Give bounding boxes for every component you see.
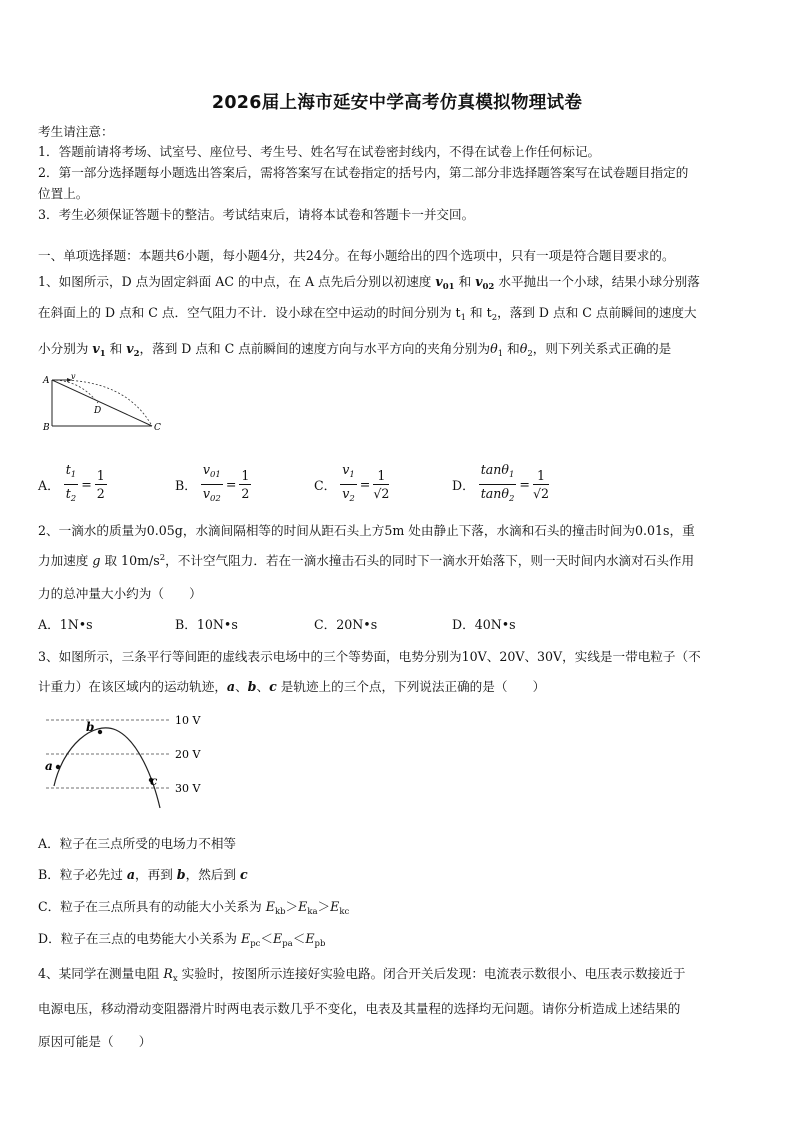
page-title: 2026届上海市延安中学高考仿真模拟物理试卷 (211, 93, 583, 113)
notice-heading: 考生请注意： (38, 124, 114, 139)
fig-label-v: v (71, 372, 76, 381)
label-10v: 10 V (175, 714, 201, 727)
notice-item-2-cont: 位置上。 (38, 186, 89, 201)
q1-option-d[interactable]: D． $\frac{\tan\theta_1}{\tan\theta_2}$ = $\frac{1}{√2}$ (452, 462, 550, 504)
fig-label-d: D (94, 406, 102, 416)
q2-option-d[interactable]: D．40N•s (452, 617, 516, 632)
label-b: b (86, 720, 95, 734)
notice-item-3: 3．考生必须保证答题卡的整洁。考试结束后，请将本试卷和答题卡一并交回。 (38, 207, 475, 222)
q2-option-a[interactable]: A．1N•s (38, 617, 93, 632)
fig-label-a: A (43, 376, 50, 386)
q1-line-3: 小分别为 $v_1$ 和 $v_2$，落到 D 点和 C 点前瞬间的速度方向与水平方向的夹角分别为$\theta_1$ 和$\theta_2$，则下列关系式正确的是 (38, 341, 672, 359)
notice-item-1: 1．答题前请将考场、试室号、座位号、考生号、姓名写在试卷密封线内，不得在试卷上作任何标记。 (38, 144, 601, 159)
incline-slope (52, 380, 152, 426)
section-heading: 一、单项选择题：本题共6小题，每小题4分，共24分。在每小题给出的四个选项中，只有一项是符合题目要求的。 (38, 248, 675, 263)
q1-option-c[interactable]: C． $\frac{v_1}{v_2}$ = $\frac{1}{√2}$ (314, 462, 390, 504)
label-a: a (45, 759, 53, 773)
q3-option-a[interactable]: A．粒子在三点所受的电场力不相等 (38, 836, 237, 851)
q3-line-2: 计重力）在该区域内的运动轨迹，a、b、c 是轨迹上的三个点，下列说法正确的是（ ） (38, 679, 546, 694)
label-20v: 20 V (175, 748, 201, 761)
point-b (98, 730, 102, 734)
label-c: c (150, 774, 158, 788)
particle-trajectory (54, 728, 160, 808)
q3-option-d[interactable]: D．粒子在三点的电势能大小关系为 $E_{pc}<E_{pa}<E_{pb}$ (38, 931, 326, 949)
q4-line-2: 电源电压，移动滑动变阻器滑片时两电表示数几乎不变化，电表及其量程的选择均无问题。请你分析造成上述结果的 (38, 1001, 681, 1016)
q1-line-2: 在斜面上的 D 点和 C 点．空气阻力不计．设小球在空中运动的时间分别为 $t_1$ 和 $t_2$，落到 D 点和 C 点前瞬间的速度大 (38, 305, 697, 323)
notice-item-2: 2．第一部分选择题每小题选出答案后，需将答案写在试卷指定的括号内，第二部分非选择题答案写在试卷题目指定的 (38, 165, 689, 180)
q2-line-2: 力加速度 g 取 $10m/s^2$，不计空气阻力．若在一滴水撞击石头的同时下一滴水开始落下，则一天时间内水滴对石头作用 (38, 553, 695, 568)
point-a (56, 765, 60, 769)
q1-incline-figure (40, 372, 170, 434)
q4-line-1: 4、某同学在测量电阻 $R_x$ 实验时，按图所示连接好实验电路。闭合开关后发现：电流表示数很小、电压表示数接近于 (38, 966, 686, 984)
q2-option-c[interactable]: C．20N•s (314, 617, 378, 632)
q2-line-1: 2、一滴水的质量为0.05g，水滴间隔相等的时间从距石头上方5m 处由静止下落，水滴和石头的撞击时间为0.01s，重 (38, 523, 695, 538)
q3-field-figure (38, 708, 218, 810)
q1-option-b[interactable]: B． $\frac{v_{01}}{v_{02}}$ = $\frac{1}{2}$ (175, 462, 250, 504)
q1-option-a[interactable]: A． $\frac{t_1}{t_2}$ = $\frac{1}{2}$ (38, 462, 105, 504)
q3-line-1: 3、如图所示，三条平行等间距的虚线表示电场中的三个等势面，电势分别为10V、20V、30V，实线是一带电粒子（不 (38, 649, 701, 664)
fig-label-b: B (43, 423, 50, 433)
q4-line-3: 原因可能是（ ） (38, 1034, 152, 1049)
q2-line-3: 力的总冲量大小约为（ ） (38, 586, 202, 601)
q1-line-1: 1、如图所示，D 点为固定斜面 AC 的中点，在 A 点先后分别以初速度 $v_{01}$ 和 $v_{02}$ 水平抛出一个小球，结果小球分别落 (38, 274, 700, 292)
q2-option-b[interactable]: B．10N•s (175, 617, 238, 632)
q3-option-c[interactable]: C．粒子在三点所具有的动能大小关系为 $E_{kb}>E_{ka}>E_{kc}$ (38, 899, 350, 917)
label-30v: 30 V (175, 782, 201, 795)
q3-option-b[interactable]: B．粒子必先过 a，再到 b，然后到 c (38, 867, 248, 882)
fig-label-c: C (154, 423, 161, 433)
